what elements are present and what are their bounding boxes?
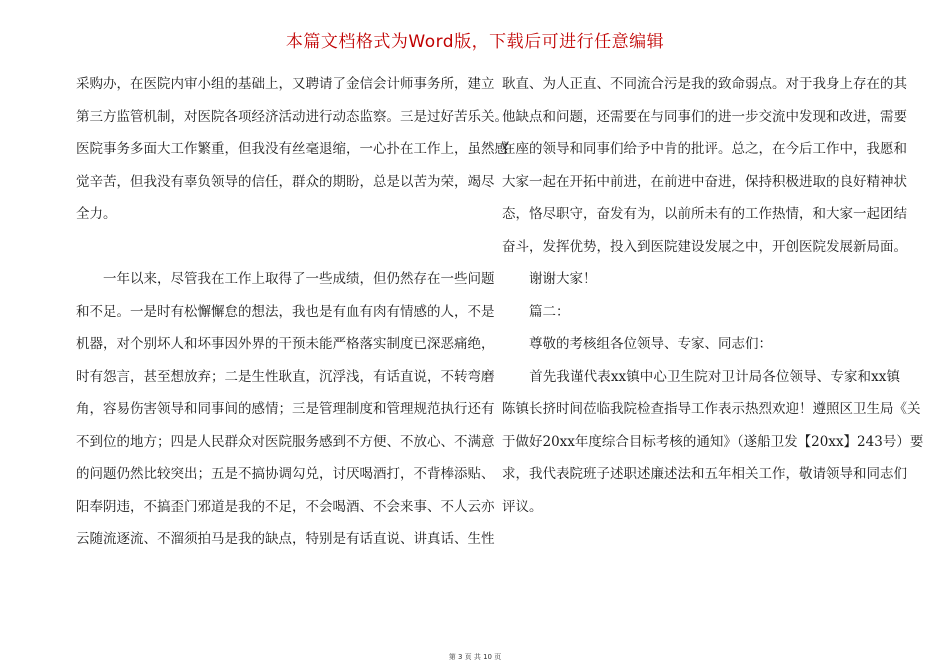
text-line: 求，我代表院班子述职述廉述法和五年相关工作，敬请领导和同志们 — [502, 466, 907, 482]
text-line: 采购办，在医院内审小组的基础上，又聘请了金信会计师事务所，建立 — [76, 76, 495, 92]
text-line: 一年以来，尽管我在工作上取得了一些成绩，但仍然存在一些问题 — [76, 271, 495, 287]
text-line: 于做好20xx年度综合目标考核的通知》（遂船卫发【20xx】243号）要 — [502, 433, 924, 450]
text-line: 尊敬的考核组各位领导、专家、同志们： — [502, 336, 772, 352]
text-line: 时有怨言，甚至想放弃；二是生性耿直，沉浮浅，有话直说，不转弯磨 — [76, 368, 495, 385]
text-line: 评议。 — [502, 498, 543, 515]
text-line: 觉辛苦，但我没有辜负领导的信任，群众的期盼，总是以苦为荣，竭尽 — [76, 173, 495, 190]
text-line: 全力。 — [76, 206, 117, 222]
text-line: 谢谢大家！ — [502, 271, 597, 287]
text-line: 大家一起在开拓中前进，在前进中奋进，保持积极进取的良好精神状 — [502, 173, 907, 190]
text-line: 奋斗，发挥优势，投入到医院建设发展之中，开创医院发展新局面。 — [502, 238, 907, 255]
text-line: 他缺点和问题，还需要在与同事们的进一步交流中发现和改进，需要 — [502, 108, 907, 125]
text-line: 态，恪尽职守，奋发有为，以前所未有的工作热情，和大家一起团结 — [502, 206, 907, 222]
right-text-column — [502, 68, 924, 523]
text-line: 耿直、为人正直、不同流合污是我的致命弱点。对于我身上存在的其 — [502, 76, 907, 92]
text-line: 陈镇长挤时间莅临我院检查指导工作表示热烈欢迎！遵照区卫生局《关 — [502, 401, 921, 417]
document-header-notice: 本篇文档格式为Word版，下载后可进行任意编辑 — [285, 32, 665, 52]
blank-line — [76, 231, 474, 264]
text-line: 的问题仍然比较突出；五是不搞协调勾兑，讨厌喝酒打，不背棒添贴、 — [76, 466, 495, 482]
text-line: 机器，对个别坏人和坏事因外界的干预未能严格落实制度已深恶痛绝， — [76, 336, 495, 352]
text-line: 云随流逐流、不溜须拍马是我的缺点，特别是有话直说、讲真话、生性 — [76, 531, 495, 547]
text-line: 第三方监管机制，对医院各项经济活动进行动态监察。三是过好苦乐关。 — [76, 108, 508, 125]
text-line: 阳奉阴违，不搞歪门邪道是我的不足，不会喝酒、不会来事、不人云亦 — [76, 498, 495, 515]
text-line: 医院事务多面大工作繁重，但我没有丝毫退缩，一心扑在工作上，虽然感 — [76, 141, 508, 157]
text-line: 不到位的地方；四是人民群众对医院服务感到不方便、不放心、不满意 — [76, 433, 495, 450]
page-number-footer: 第 3 页 共 10 页 — [448, 653, 502, 661]
text-line: 和不足。一是时有松懈懈怠的想法，我也是有血有肉有情感的人，不是 — [76, 303, 495, 320]
text-line: 首先我谨代表xx镇中心卫生院对卫计局各位领导、专家和xx镇 — [502, 368, 900, 385]
left-text-column — [76, 68, 508, 556]
text-line: 在座的领导和同事们给予中肯的批评。总之，在今后工作中，我愿和 — [502, 141, 907, 157]
text-line: 角，容易伤害领导和同事间的感情；三是管理制度和管理规范执行还有 — [76, 401, 495, 417]
text-line: 篇二： — [502, 303, 570, 320]
